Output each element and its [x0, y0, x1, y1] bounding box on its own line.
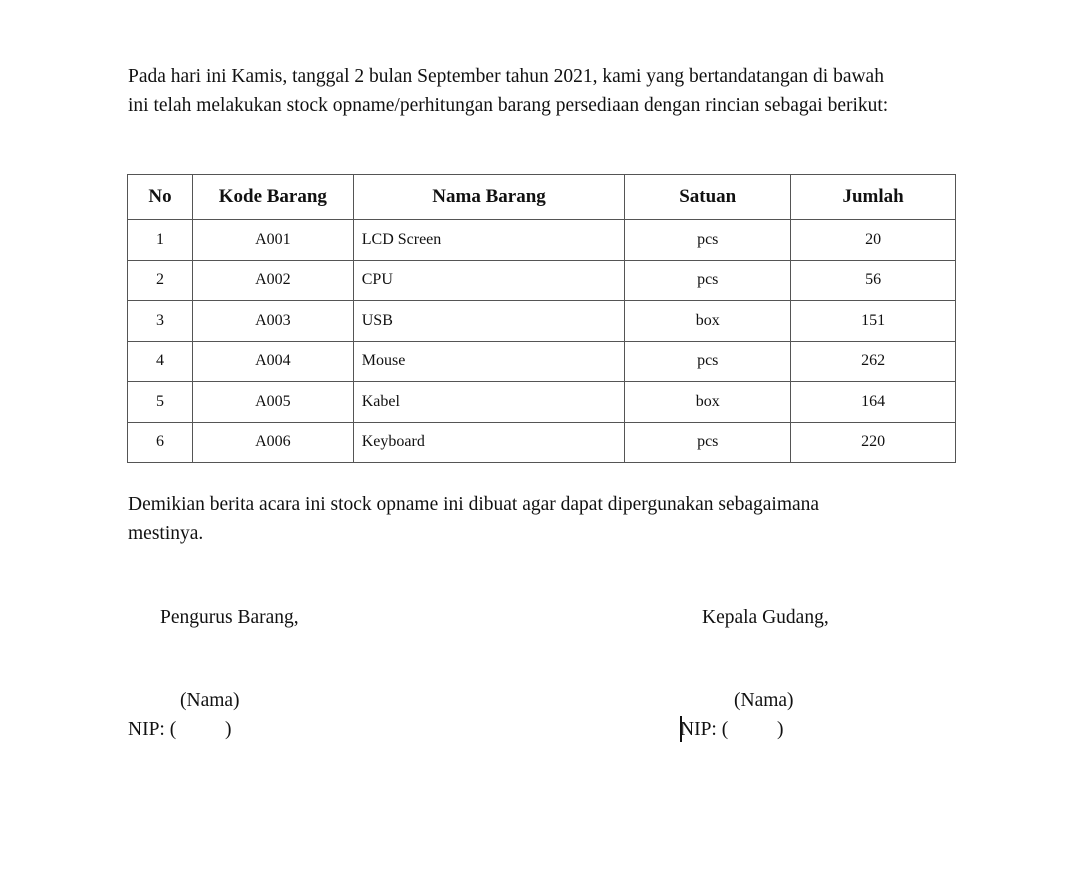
cell-kode-barang: A006 [192, 422, 353, 463]
cell-nama-barang: USB [353, 301, 625, 342]
cell-jumlah: 262 [791, 341, 956, 382]
cell-satuan: pcs [625, 220, 791, 261]
header-satuan: Satuan [625, 175, 791, 220]
intro-line-2: ini telah melakukan stock opname/perhitungan barang persediaan dengan rincian sebagai berikut: [128, 95, 889, 116]
header-nama-barang: Nama Barang [353, 175, 625, 220]
closing-paragraph [128, 490, 928, 548]
cell-no: 1 [128, 220, 193, 261]
signature-left-nip: NIP: ( ) [128, 719, 232, 740]
cell-no: 5 [128, 382, 193, 423]
signature-left-title: Pengurus Barang, [160, 607, 299, 628]
table-row [128, 422, 956, 463]
cell-kode-barang: A004 [192, 341, 353, 382]
cell-no: 3 [128, 301, 193, 342]
cell-kode-barang: A003 [192, 301, 353, 342]
intro-line-1: Pada hari ini Kamis, tanggal 2 bulan September tahun 2021, kami yang bertandatangan di bawah [128, 66, 884, 87]
signature-right-name: (Nama) [734, 690, 794, 711]
cell-jumlah: 20 [791, 220, 956, 261]
cell-satuan: box [625, 301, 791, 342]
cell-kode-barang: A002 [192, 260, 353, 301]
header-jumlah: Jumlah [791, 175, 956, 220]
table-row [128, 260, 956, 301]
cell-no: 2 [128, 260, 193, 301]
cell-nama-barang: Mouse [353, 341, 625, 382]
closing-line-2: mestinya. [128, 523, 204, 544]
signature-left-name: (Nama) [180, 690, 240, 711]
cell-no: 6 [128, 422, 193, 463]
signature-right-title: Kepala Gudang, [702, 607, 829, 628]
cell-satuan: pcs [625, 422, 791, 463]
closing-line-1: Demikian berita acara ini stock opname ini dibuat agar dapat dipergunakan sebagaimana [128, 494, 820, 515]
cell-kode-barang: A001 [192, 220, 353, 261]
cell-jumlah: 151 [791, 301, 956, 342]
signature-right-nip: NIP: ( ) [680, 719, 784, 740]
cell-nama-barang: Kabel [353, 382, 625, 423]
intro-paragraph [128, 62, 968, 120]
cell-nama-barang: Keyboard [353, 422, 625, 463]
cell-nama-barang: LCD Screen [353, 220, 625, 261]
stock-opname-table [127, 174, 956, 463]
table-row [128, 382, 956, 423]
table-row [128, 341, 956, 382]
cell-no: 4 [128, 341, 193, 382]
header-kode-barang: Kode Barang [192, 175, 353, 220]
cell-satuan: box [625, 382, 791, 423]
cell-nama-barang: CPU [353, 260, 625, 301]
cell-jumlah: 164 [791, 382, 956, 423]
header-no: No [128, 175, 193, 220]
cell-kode-barang: A005 [192, 382, 353, 423]
table-header-row [128, 175, 956, 220]
cell-jumlah: 56 [791, 260, 956, 301]
cell-satuan: pcs [625, 341, 791, 382]
table-row [128, 301, 956, 342]
table-row [128, 220, 956, 261]
cell-jumlah: 220 [791, 422, 956, 463]
cell-satuan: pcs [625, 260, 791, 301]
